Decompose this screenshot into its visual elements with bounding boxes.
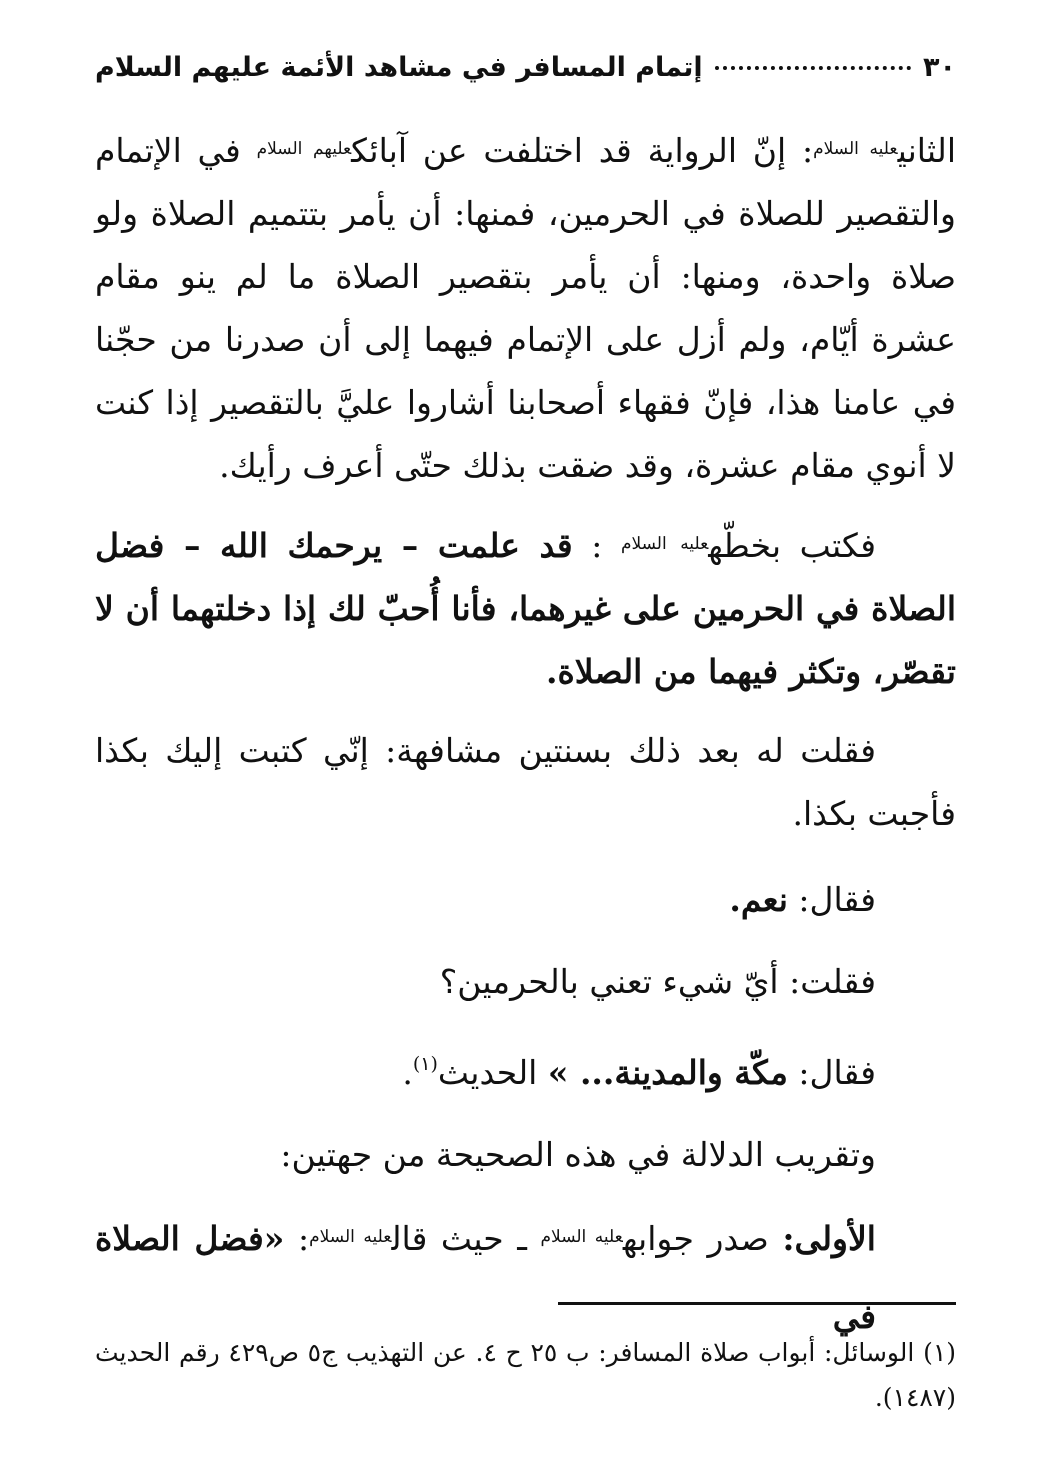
header-dot-leader bbox=[715, 66, 911, 70]
point-label: الأولى: bbox=[782, 1219, 876, 1258]
paragraph-text: الثاني bbox=[897, 131, 957, 170]
paragraph-text: : إنّ الرواية قد اختلفت عن آبائك bbox=[351, 131, 814, 170]
footnote-reference[interactable]: (١) bbox=[412, 1053, 438, 1075]
paragraph-question bbox=[95, 118, 956, 497]
paragraph-followup bbox=[95, 719, 956, 845]
footnote bbox=[95, 1330, 956, 1420]
paragraph-text: : bbox=[572, 526, 621, 565]
honorific-mark: عليه السلام bbox=[309, 1227, 392, 1247]
footnote-text: (١) الوسائل: أبواب صلاة المسافر: ب ٢٥ ح ٤. عن التهذيب ج٥ ص٤٢٩ رقم الحديث (١٤٨٧). bbox=[95, 1338, 957, 1412]
honorific-mark: عليه السلام bbox=[620, 534, 709, 554]
dialogue-text: أيّ شيء تعني بالحرمين؟ bbox=[439, 962, 779, 1001]
page-number: ٣٠ bbox=[923, 52, 956, 83]
honorific-mark: عليه السلام bbox=[813, 139, 898, 159]
honorific-mark: عليه السلام bbox=[540, 1227, 623, 1247]
dialogue-speaker: فقلت: bbox=[778, 962, 876, 1001]
dialogue-line bbox=[95, 861, 956, 939]
quoted-reply: قد علمت – يرحمك الله – فضل الصلاة في الحرمين على غيرهما، فأنا أُحبّ لك إذا دخلتهما أن لا تقصّر، وتكثر فيهما من الصلاة. bbox=[95, 526, 956, 691]
footnote-separator bbox=[558, 1302, 956, 1305]
dialogue-tail: الحديث bbox=[437, 1053, 548, 1092]
paragraph-text: فقلت له بعد ذلك بسنتين مشافهة: إنّي كتبت إليك بكذا فأجبت بكذا. bbox=[95, 731, 956, 833]
quoted-phrase: «فضل الصلاة في bbox=[95, 1219, 876, 1336]
paragraph-text: في الإتمام والتقصير للصلاة في الحرمين، فمنها: أن يأمر بتتميم الصلاة ولو صلاة واحدة، ومنها: أن يأمر بتقصير الصلاة ما لم ينو مقام عشرة أيّام، ولم أزل على الإتمام فيهما إلى أن صدرنا من حجّنا في عامنا هذا، فإنّ فقهاء أصحابنا أشاروا عليَّ بالتقصير إذا كنت لا أنوي مقام عشرة، وقد ضقت بذلك حتّى أعرف رأيك. bbox=[95, 131, 956, 485]
dialogue-text: نعم. bbox=[729, 880, 788, 919]
dialogue-text: مكّة والمدينة... » bbox=[547, 1053, 788, 1092]
dialogue-line bbox=[95, 1025, 956, 1112]
paragraph-imam-reply bbox=[95, 513, 956, 703]
paragraph-text: : bbox=[284, 1219, 310, 1258]
paragraph-text: وتقريب الدلالة في هذه الصحيحة من جهتين: bbox=[280, 1135, 876, 1174]
paragraph-text: ـ حيث قال bbox=[391, 1219, 541, 1258]
paragraph-argument-intro bbox=[95, 1116, 956, 1194]
paragraph-text: فكتب بخطّه bbox=[708, 526, 876, 565]
dialogue-speaker: فقال: bbox=[787, 880, 876, 919]
honorific-mark: عليهم السلام bbox=[256, 139, 352, 159]
main-text bbox=[95, 118, 956, 1360]
page-header bbox=[95, 52, 956, 83]
dialogue-speaker: فقال: bbox=[787, 1053, 876, 1092]
running-title: إتمام المسافر في مشاهد الأئمة عليهم السلام bbox=[95, 52, 703, 83]
paragraph-text: صدر جوابه bbox=[622, 1219, 783, 1258]
dialogue-line bbox=[95, 943, 956, 1021]
dialogue-end: . bbox=[402, 1053, 413, 1092]
